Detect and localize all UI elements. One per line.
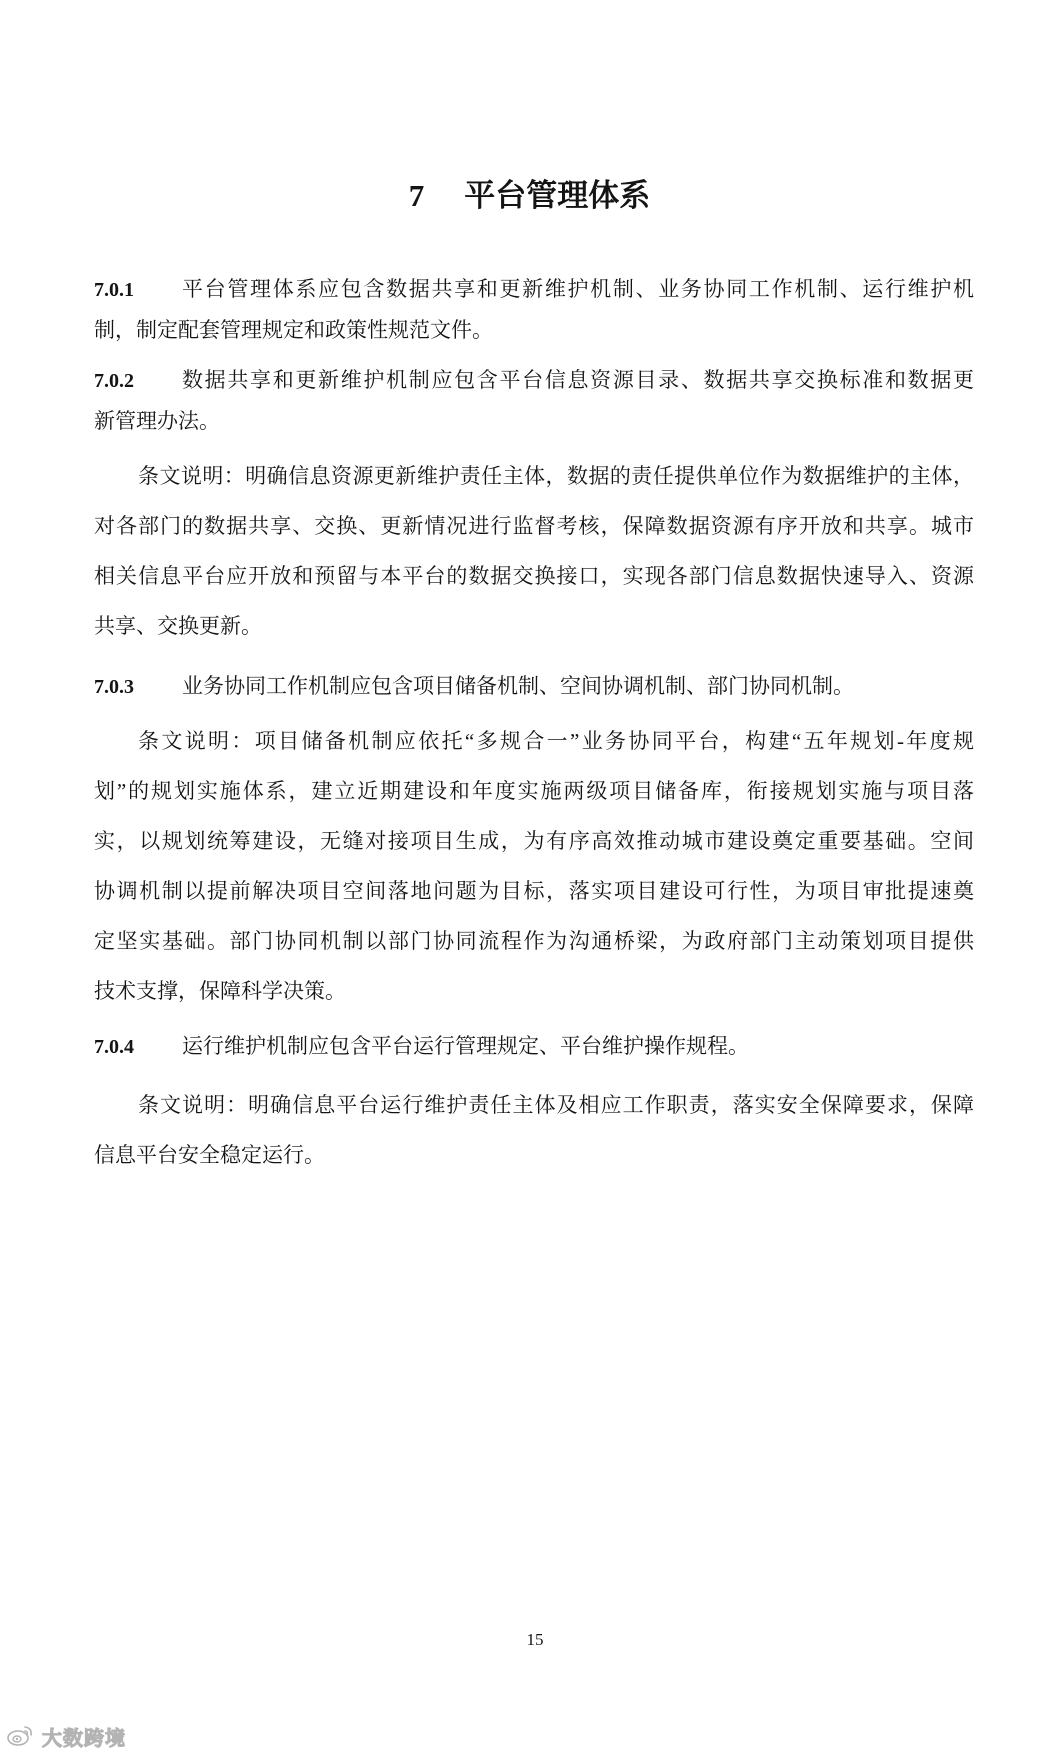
explanation-line: 技术支撑，保障科学决策。 [94, 979, 346, 1003]
clause-number: 7.0.3 [94, 676, 134, 698]
clause-first-line [94, 1026, 974, 1067]
clause-7-0-4 [94, 1026, 974, 1067]
explanation-line: 相关信息平台应开放和预留与本平台的数据交换接口，实现各部门信息数据快速导入、资源 [94, 564, 974, 588]
clause-7-0-3 [94, 666, 974, 707]
clause-first-line [94, 360, 974, 401]
clause-text-line: 数据共享和更新维护机制应包含平台信息资源目录、数据共享交换标准和数据更 [182, 368, 974, 392]
explanation-line: 定坚实基础。部门协同机制以部门协同流程作为沟通桥梁，为政府部门主动策划项目提供 [94, 929, 974, 953]
section-title-text: 平台管理体系 [464, 178, 651, 213]
clause-first-line [94, 666, 974, 707]
explanation-line: 共享、交换更新。 [94, 614, 262, 638]
explanation-line: 实，以规划统筹建设，无缝对接项目生成，为有序高效推动城市建设奠定重要基础。空间 [94, 829, 974, 853]
clause-number: 7.0.1 [94, 279, 134, 301]
explanation-line: 条文说明：明确信息资源更新维护责任主体，数据的责任提供单位作为数据维护的主体， [138, 464, 974, 488]
clause-text-line: 平台管理体系应包含数据共享和更新维护机制、业务协同工作机制、运行维护机 [182, 277, 974, 301]
explanation-paragraph-7-0-3 [94, 716, 974, 1016]
explanation-line: 条文说明：明确信息平台运行维护责任主体及相应工作职责，落实安全保障要求，保障 [138, 1093, 974, 1117]
explanation-paragraph-7-0-4 [94, 1080, 974, 1180]
clause-text-line: 业务协同工作机制应包含项目储备机制、空间协调机制、部门协同机制。 [182, 674, 854, 698]
clause-text-line: 运行维护机制应包含平台运行管理规定、平台维护操作规程。 [182, 1034, 749, 1058]
explanation-line: 条文说明：项目储备机制应依托“多规合一”业务协同平台，构建“五年规划-年度规 [138, 729, 974, 753]
section-number: 7 [408, 178, 425, 213]
explanation-line: 信息平台安全稳定运行。 [94, 1143, 325, 1167]
clause-text-line: 新管理办法。 [94, 409, 220, 433]
clause-text-line: 制，制定配套管理规定和政策性规范文件。 [94, 318, 493, 342]
watermark-text: 大数跨境 [42, 1725, 126, 1750]
explanation-line: 对各部门的数据共享、交换、更新情况进行监督考核，保障数据资源有序开放和共享。城市 [94, 514, 974, 538]
section-title [0, 175, 1059, 217]
clause-7-0-1 [94, 269, 974, 350]
explanation-paragraph-7-0-2 [94, 451, 974, 651]
page-number: 15 [526, 1630, 544, 1649]
explanation-line: 划”的规划实施体系，建立近期建设和年度实施两级项目储备库，衔接规划实施与项目落 [94, 779, 974, 803]
watermark [6, 1722, 126, 1750]
clause-7-0-2 [94, 360, 974, 441]
clause-first-line [94, 269, 974, 310]
watermark-logo-icon [6, 1724, 34, 1748]
clause-number: 7.0.4 [94, 1036, 134, 1058]
clause-number: 7.0.2 [94, 370, 134, 392]
explanation-line: 协调机制以提前解决项目空间落地问题为目标，落实项目建设可行性，为项目审批提速奠 [94, 879, 974, 903]
